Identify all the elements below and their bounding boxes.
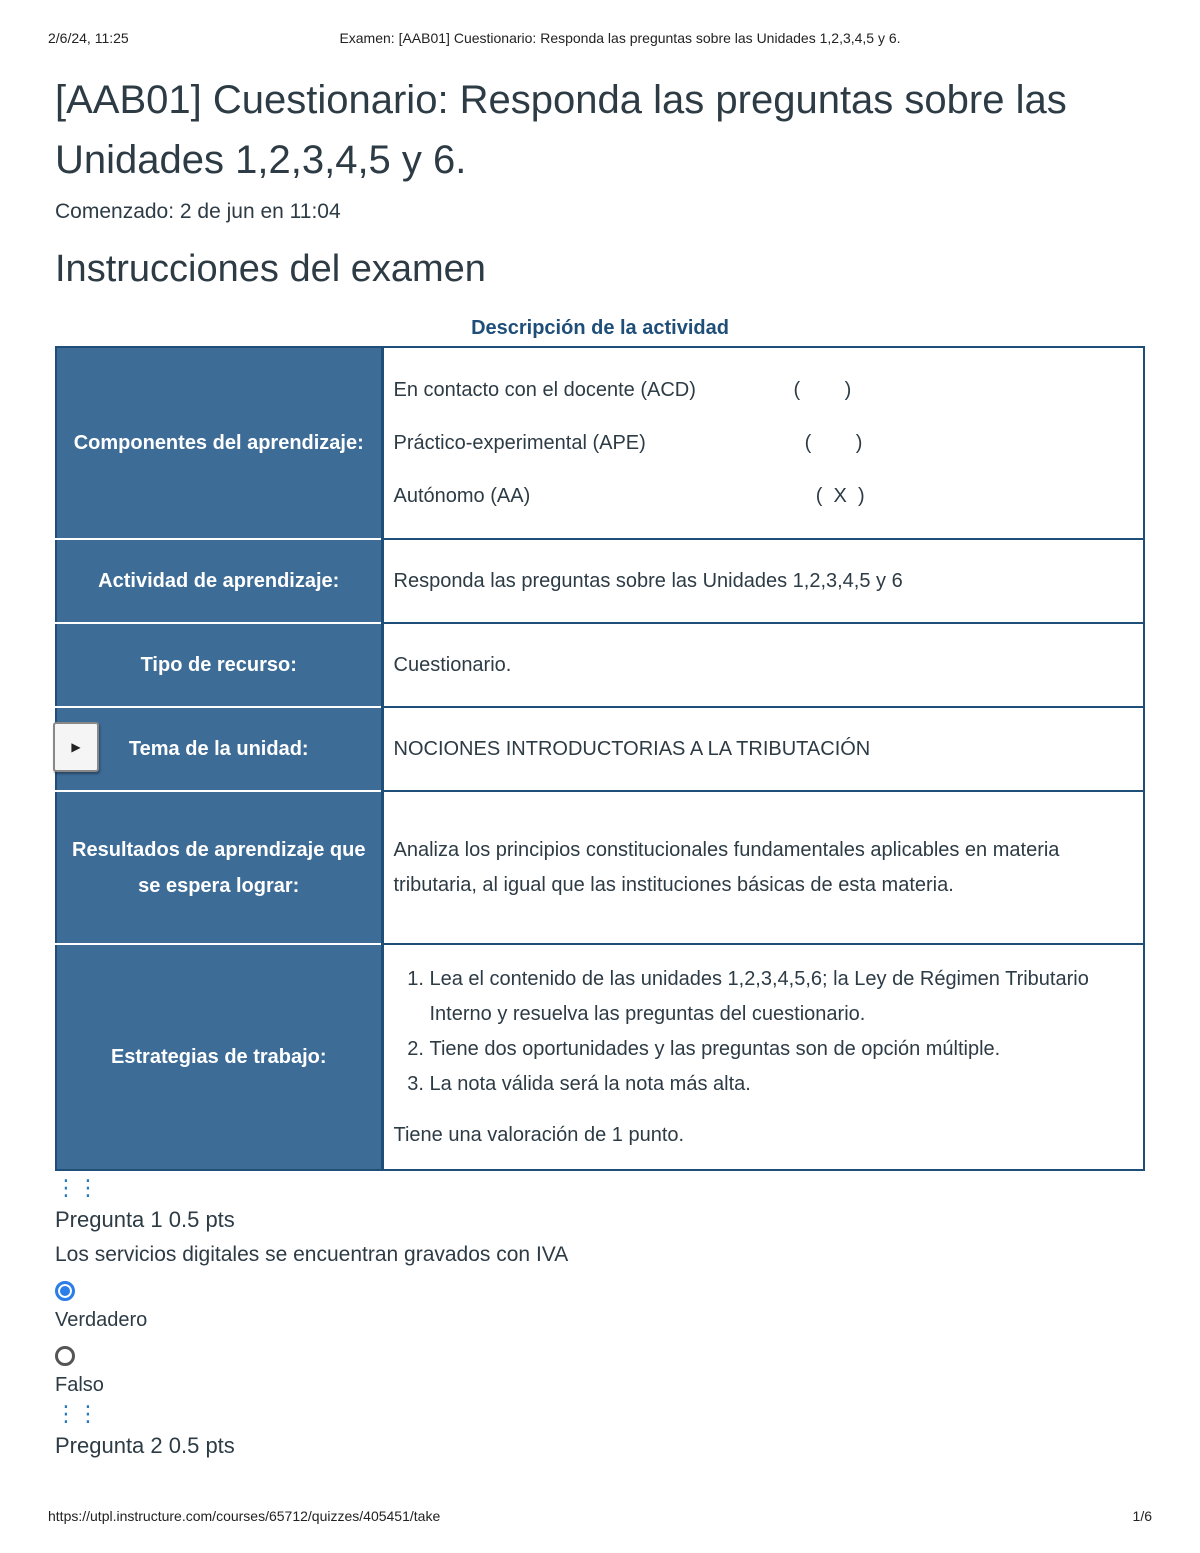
- print-header: [48, 30, 1152, 48]
- table-row: [56, 347, 1144, 539]
- topic-value: NOCIONES INTRODUCTORIAS A LA TRIBUTACIÓN: [382, 707, 1144, 791]
- list-item: 2. Tiene dos oportunidades y las preguntas son de opción múltiple.: [430, 1032, 1134, 1067]
- table-row: [56, 791, 1144, 944]
- option-label[interactable]: Verdadero: [55, 1309, 148, 1331]
- results-label: Resultados de aprendizaje que se espera lograr:: [56, 791, 382, 944]
- component-mark: ( ): [793, 431, 863, 454]
- component-mark: ( X ): [793, 484, 865, 507]
- activity-description-table: [55, 346, 1145, 1171]
- quiz-content: [55, 70, 1145, 1459]
- radio-icon[interactable]: [55, 1346, 75, 1366]
- component-item-aa: [394, 470, 1134, 523]
- topic-label: Tema de la unidad:: [128, 738, 309, 760]
- print-footer: [48, 1508, 1152, 1526]
- question-1-header: Pregunta 1 0.5 pts: [55, 1207, 235, 1232]
- print-doc-title: Examen: [AAB01] Cuestionario: Responda las preguntas sobre las Unidades 1,2,3,4,5 y 6.: [339, 30, 901, 46]
- component-item-acd: [394, 364, 1134, 417]
- radio-icon[interactable]: [55, 1281, 75, 1301]
- topic-label-cell: [56, 707, 382, 791]
- strategies-label: Estrategias de trabajo:: [56, 944, 382, 1170]
- component-text: Práctico-experimental (APE): [393, 431, 646, 454]
- list-item: 1. Lea el contenido de las unidades 1,2,3,4,5,6; la Ley de Régimen Tributario Interno y resuelva las preguntas del cuestionario.: [430, 962, 1134, 1032]
- quiz-title: [AAB01] Cuestionario: Responda las preguntas sobre las Unidades 1,2,3,4,5 y 6.: [55, 78, 1067, 182]
- list-item: 3. La nota válida será la nota más alta.: [430, 1067, 1134, 1102]
- strategies-list: [394, 962, 1134, 1102]
- drag-handle-icon[interactable]: ⋮⋮: [55, 1401, 99, 1426]
- print-url: https://utpl.instructure.com/courses/65712/quizzes/405451/take: [48, 1508, 441, 1524]
- activity-label: Actividad de aprendizaje:: [56, 539, 382, 623]
- activity-caption: Descripción de la actividad: [471, 317, 729, 339]
- results-value: Analiza los principios constitucionales fundamentales aplicables en materia tributaria, al igual que las instituciones básicas de esta materia.: [382, 791, 1144, 944]
- components-label: Componentes del aprendizaje:: [56, 347, 382, 539]
- started-timestamp: Comenzado: 2 de jun en 11:04: [55, 200, 341, 223]
- resource-label: Tipo de recurso:: [56, 623, 382, 707]
- expand-button[interactable]: [53, 722, 99, 772]
- table-row: [56, 944, 1144, 1170]
- strategies-note: Tiene una valoración de 1 punto.: [393, 1123, 685, 1146]
- question-2-header: Pregunta 2 0.5 pts: [55, 1433, 235, 1458]
- component-text: En contacto con el docente (ACD): [393, 378, 696, 401]
- activity-value: Responda las preguntas sobre las Unidades 1,2,3,4,5 y 6: [382, 539, 1144, 623]
- table-row: [56, 707, 1144, 791]
- component-item-ape: [394, 417, 1134, 470]
- components-value: [382, 347, 1144, 539]
- component-mark: ( ): [793, 378, 852, 401]
- question-1-text: Los servicios digitales se encuentran gravados con IVA: [55, 1243, 569, 1266]
- table-row: [56, 623, 1144, 707]
- component-text: Autónomo (AA): [393, 484, 531, 507]
- play-triangle-icon: ▶: [71, 740, 81, 754]
- print-date: 2/6/24, 11:25: [48, 30, 129, 46]
- strategies-value: [382, 944, 1144, 1170]
- drag-handle-icon[interactable]: ⋮⋮: [55, 1175, 99, 1200]
- print-page-number: 1/6: [1132, 1508, 1152, 1524]
- instructions-heading: Instrucciones del examen: [55, 248, 486, 290]
- resource-value: Cuestionario.: [382, 623, 1144, 707]
- option-label[interactable]: Falso: [55, 1374, 104, 1396]
- table-row: [56, 539, 1144, 623]
